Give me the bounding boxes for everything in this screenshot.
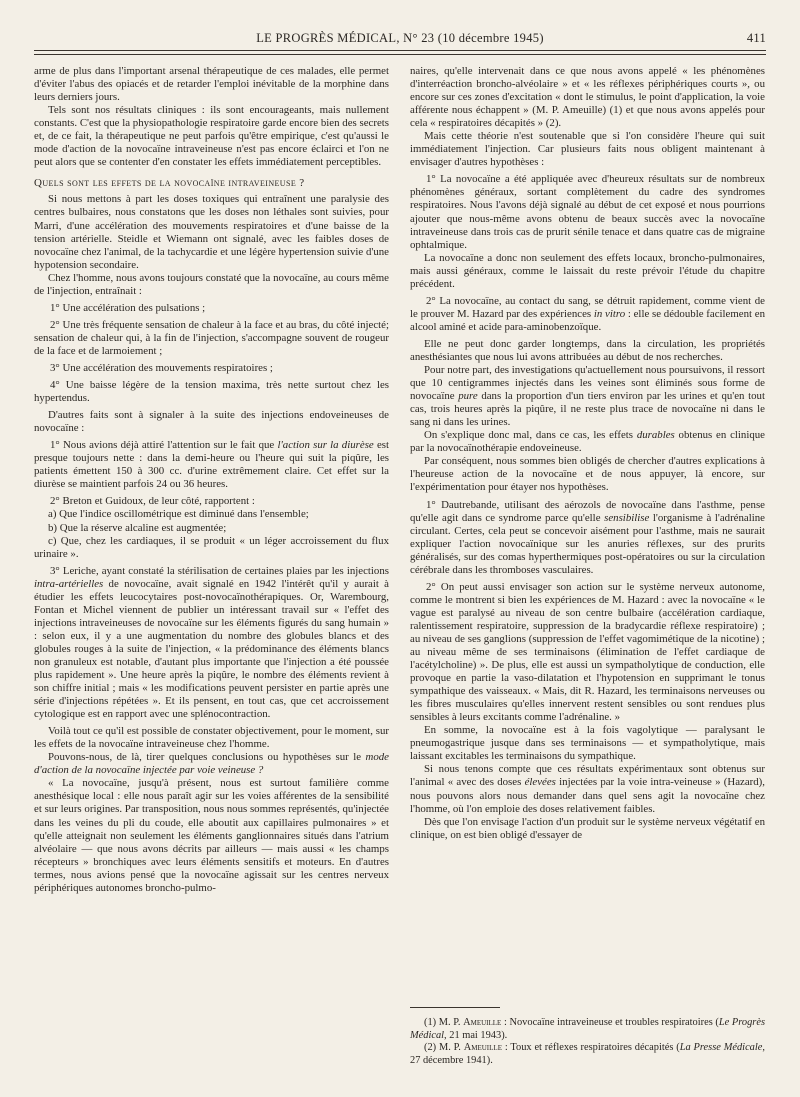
list-item: 1° La novocaïne a été appliquée avec d'heureux résultats sur de nombreux phénomènes généraux, sortant complètement du cadre des syndromes respiratoires. Nous l'avons déjà signalé au début de cet exposé et nous pourrions ajouter que nous-même avons obtenu de beaux succès avec la novocaïne intraveineuse dans trois cas de prurit sénile tenace et dans quatre cas de migraine ophtalmique. [410,173,765,251]
paragraph: On s'explique donc mal, dans ce cas, les effets durables obtenus en clinique par la novocaïnothérapie endoveineuse. [410,429,765,455]
paragraph: Chez l'homme, nous avons toujours constaté que la novocaïne, au cours même de l'injection, entraînait : [34,271,389,297]
list-item: 1° Dautrebande, utilisant des aérozols de novocaïne dans l'asthme, pense qu'elle agit dans ce syndrome parce qu'elle sensibilise l'organisme à l'adrénaline circulant. Certes, cela peut se concevoir aisément pour l'asthme, mais ne saurait expliquer l'action novocaïnique sur les anuries réflexes, sur des prurits généralisés, sur des comas hyperthermiques post-opératoires ou sur la circulation cérébrale dans les thromboses vasculaires. [410,498,765,576]
paragraph: Pouvons-nous, de là, tirer quelques conclusions ou hypothèses sur le mode d'action de la novocaïne injectée par voie veineuse ? [34,751,389,777]
footnote-rule [410,1007,500,1008]
list-item: 2° Breton et Guidoux, de leur côté, rapportent : [50,495,255,508]
paragraph: « La novocaïne, jusqu'à présent, nous est surtout familière comme anesthésique local : elle nous paraît agir sur les voies afférentes de la sensibilité et sur leurs origines. Par transposition, nous nous sommes représentés, qu'injectée dans les veines du pli du coude, elle aboutit aux capillaires pulmonaires » et qu'elle atteignait non seulement les éléments ganglionnaires situés dans l'atrium alvéolaire — que nous avons décrits par ailleurs — mais aussi « les champs récepteurs » bronchiques avec leurs éléments sensitifs et moteurs. En d'autres termes, nous avions pensé que la novocaïne agissait sur les centres nerveux périphériques autonomes broncho-pulmo- [34,777,389,894]
paragraph: arme de plus dans l'important arsenal thérapeutique de ces malades, elle permet d'éviter l'abus des opiacés et de retarder l'emploi inévitable de la morphine dans leurs derniers jours. [34,65,389,104]
paragraph: Voilà tout ce qu'il est possible de constater objectivement, pour le moment, sur les effets de la novocaïne intraveineuse chez l'homme. [34,725,389,751]
paragraph: Dès que l'on envisage l'action d'un produit sur le système nerveux végétatif en clinique, on est bien obligé d'essayer de [410,815,765,841]
list-item: c) Que, chez les cardiaques, il se produit « un léger accroissement du flux urinaire ». [34,534,389,560]
paragraph: En somme, la novocaïne est à la fois vagolytique — paralysant le pneumogastrique jusque dans ses terminaisons — et sympatholytique, mais laissant excitables les terminaisons du sympathique. [410,724,765,763]
footnotes [410,1007,765,1067]
paragraph: naires, qu'elle intervenait dans ce que nous avons appelé « les phénomènes d'interréaction broncho-alvéolaire » et « les réflexes périphériques courts », ou encore sur ces zones d'excitation « dont le stimulus, le point d'application, la voie afférente nous échappent » (M. P. Ameuille) (1) et que nous avons appelés pour cela « respiratoires décapités » (2). [410,65,765,130]
list-item: 2° Une très fréquente sensation de chaleur à la face et au bras, du côté injecté; sensation de chaleur qui, à la fin de l'injection, s'accompagne souvent de rougeur de la face et de larmoiement ; [34,318,389,357]
footnote: (2) M. P. Ameuille : Toux et réflexes respiratoires décapités (La Presse Médicale, 27 décembre 1941). [410,1042,765,1066]
paragraph: Tels sont nos résultats cliniques : ils sont encourageants, mais nullement constants. C'est que la physiopathologie respiratoire garde encore bien des secrets et, de ce fait, la thérapeutique ne peut parfois qu'être empirique, c'est qu'aussi le mode d'action de la novocaïne intraveineuse n'est pas encore éclairci et l'on ne peut alors que se contenter d'en constater les effets immédiatement perceptibles. [34,104,389,169]
left-column [34,65,389,895]
list-item: 1° Une accélération des pulsations ; [50,301,206,314]
list-item: 2° La novocaïne, au contact du sang, se détruit rapidement, comme vient de le prouver M. Hazard par des expériences in vitro : elle se dédouble facilement en alcool aminé et acide para-aminobenzoïque. [410,294,765,333]
paragraph: La novocaïne a donc non seulement des effets locaux, broncho-pulmonaires, mais aussi généraux, comme le laissait du reste prévoir l'étude du chapitre précédent. [410,251,765,290]
list-item: 3° Une accélération des mouvements respiratoires ; [50,361,273,374]
paragraph: Pour notre part, des investigations qu'actuellement nous poursuivons, il ressort que 10 centigrammes injectés dans les veines sont éliminés sous forme de novocaïne pure dans la proportion d'un tiers environ par les urines et qu'en tout cas, trois heures après la piqûre, il ne reste plus trace de novocaïne ni dans le sang ni dans les urines. [410,364,765,429]
header-rule [34,50,766,55]
footnote: (1) M. P. Ameuille : Novocaïne intraveineuse et troubles respiratoires (Le Progrès Médical, 21 mai 1943). [410,1017,765,1041]
list-item: 4° Une baisse légère de la tension maxima, très nette surtout chez les hypertendus. [34,379,389,405]
list-item: 1° Nous avions déjà attiré l'attention sur le fait que l'action sur la diurèse est presque toujours nette : dans la demi-heure ou l'heure qui suit la piqûre, les patients émettent 150 à 300 cc. d'urine extrêmement claire. Cet effet sur la diurèse se maintient parfois 24 ou 36 heures. [34,439,389,491]
paragraph: Mais cette théorie n'est soutenable que si l'on considère l'heure qui suit immédiatement l'injection. Car plusieurs faits nous obligent maintenant à envisager d'autres hypothèses : [410,130,765,169]
list-item: a) Que l'indice oscillométrique est diminué dans l'ensemble; [48,508,309,521]
section-heading: Quels sont les effets de la novocaïne intraveineuse ? [34,177,305,190]
list-item: b) Que la réserve alcaline est augmentée; [48,521,227,534]
paragraph: Si nous mettons à part les doses toxiques qui entraînent une paralysie des centres bulbaires, nous constatons que les doses non léthales sont suivies, pour Marri, d'une accélération des mouvements respiratoires et d'une baisse de la tension artérielle. Steidle et Wiemann ont signalé, avec les faibles doses de novocaïne chez l'animal, de la tachycardie et une légère hypertension suivie d'une hypotension secondaire. [34,193,389,271]
right-column [410,65,765,842]
paragraph: Par conséquent, nous sommes bien obligés de chercher d'autres explications à l'heureuse action de la novocaïne et de nous appuyer, là encore, sur l'expérimentation pour étayer nos hypothèses. [410,455,765,494]
page-number: 411 [746,31,766,45]
paragraph: D'autres faits sont à signaler à la suite des injections endoveineuses de novocaïne : [34,409,389,435]
journal-title: LE PROGRÈS MÉDICAL, N° 23 (10 décembre 1945) [256,31,544,45]
list-item: 2° On peut aussi envisager son action sur le système nerveux autonome, comme le montrent si bien les expériences de M. Hazard : avec la novocaïne « le vague est paralysé au niveau de son centre bulbaire (accélération cardiaque, ralentissement respiratoire, suppression de la bradycardie réflexe respiratoire) ; au niveau de ses ganglions (suppression de l'effet vagomimétique de la nicotine) ; au niveau même de ses terminaisons (élimination de l'effet cardiaque de l'acétylcholine) ». De plus, elle est aussi un sympatholytique de conduction, elle provoque en partie la vaso-dilatation et l'hypotension en supprimant le tonus sympathique des vaisseaux. « Mais, dit R. Hazard, les terminaisons nerveuses ou les fibres musculaires qu'elles innervent restent sensibles ou sont rendues plus sensibles à leurs excitants comme l'adrénaline. » [410,580,765,724]
paragraph: Si nous tenons compte que ces résultats expérimentaux sont obtenus sur l'animal « avec des doses élevées injectées par la voie intra-veineuse » (Hazard), nous pouvons alors nous demander dans quel sens agit la novocaïne chez l'homme, où l'on emploie des doses relativement faibles. [410,763,766,815]
paragraph: Elle ne peut donc garder longtemps, dans la circulation, les propriétés anesthésiantes que nous lui avons attribuées au début de nos recherches. [410,337,765,363]
running-header [34,31,766,51]
list-item: 3° Leriche, ayant constaté la stérilisation de certaines plaies par les injections intra-artérielles de novocaïne, avait signalé en 1942 l'intérêt qu'il y aurait à étudier les effets leucocytaires post-novocaïnothérapiques. Or, Warembourg, Fontan et Michel viennent de publier un intéressant travail sur « l'effet des injections intraveineuses de novocaïne sur les éléments figurés du sang humain » : selon eux, il y a une augmentation du nombre des globules blancs et des globules rouges à la suite de l'injection, « la prédominance des éléments blancs non granuleux est notable, d'autant plus importante que l'injection a été poussée plus rapidement ». Une heure après la piqûre, le nombre des éléments revient à son chiffre initial ; mais « les modifications peuvent persister en partie après une série d'injections répétées ». Et ils pensent, en tout cas, que cet accroissement cytologique est en rapport avec une splénocontraction. [34,564,389,721]
